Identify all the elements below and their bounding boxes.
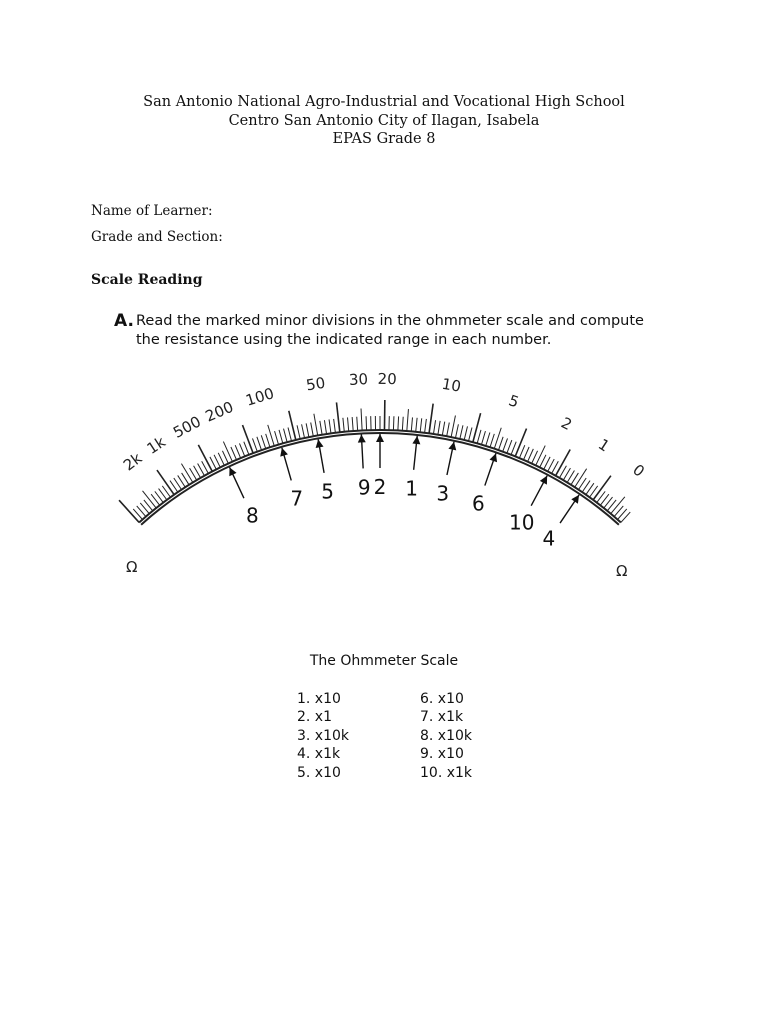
scale-label: 1k: [143, 432, 169, 458]
scale-tick: [306, 423, 309, 437]
scale-tick: [473, 413, 481, 442]
scale-tick: [218, 453, 224, 466]
scale-tick: [243, 425, 254, 453]
reading-arrow-number: 7: [290, 486, 304, 511]
scale-tick: [257, 437, 262, 450]
reading-arrow-head: [448, 442, 456, 451]
scale-tick: [266, 434, 270, 447]
scale-tick: [447, 422, 450, 436]
scale-tick: [348, 417, 349, 431]
scale-tick: [544, 457, 550, 469]
scale-tick: [329, 419, 331, 433]
learner-name-label: Name of Learner:: [91, 203, 213, 219]
scale-tick: [279, 430, 283, 443]
reading-arrow-number: 8: [246, 503, 259, 528]
scale-tick: [343, 418, 344, 432]
scale-tick: [460, 425, 463, 439]
scale-tick: [261, 435, 265, 448]
scale-tick: [119, 500, 139, 522]
scale-tick: [239, 443, 244, 456]
scale-tick: [528, 449, 534, 462]
instruction-text: [136, 312, 644, 350]
scale-tick: [515, 429, 526, 457]
scale-tick: [352, 417, 353, 431]
scale-tick: [477, 430, 481, 443]
school-name: San Antonio National Agro-Industrial and Vocational High School: [143, 94, 625, 110]
scale-tick: [416, 418, 417, 432]
instruction-line-1: Read the marked minor divisions in the ohmmeter scale and compute: [136, 313, 644, 329]
reading-arrow-head: [412, 436, 420, 444]
reading-arrow-number: 6: [471, 491, 485, 516]
reading-arrow-head: [571, 495, 579, 504]
range-item: 9. x10: [420, 746, 464, 763]
scale-tick: [320, 421, 322, 435]
reading-arrow-head: [316, 439, 324, 448]
scale-tick: [519, 445, 524, 458]
scale-label: 200: [202, 397, 237, 426]
scale-tick: [438, 421, 440, 435]
scale-label: 20: [377, 369, 397, 389]
range-item: 6. x10: [420, 691, 464, 707]
subject-grade: EPAS Grade 8: [332, 131, 436, 147]
scale-label: 500: [170, 412, 204, 442]
scale-tick: [324, 420, 326, 434]
scale-tick: [275, 431, 279, 444]
reading-arrow-number: 1: [405, 476, 418, 501]
scale-tick: [366, 416, 367, 430]
reading-arrow-number: 3: [436, 481, 450, 506]
scale-tick: [420, 418, 422, 432]
reading-arrow-head: [280, 448, 288, 457]
scale-tick: [314, 414, 318, 436]
scale-tick: [398, 416, 399, 430]
diagram-caption: The Ohmmeter Scale: [309, 653, 459, 669]
scale-tick: [288, 427, 291, 441]
scale-tick: [503, 438, 508, 451]
scale-tick: [407, 409, 409, 431]
scale-tick: [433, 420, 435, 434]
scale-tick: [393, 416, 394, 430]
ohmmeter-scale-diagram: [100, 350, 660, 620]
scale-tick: [334, 419, 336, 433]
reading-arrow-number: 2: [373, 475, 387, 499]
scale-tick: [575, 469, 587, 488]
range-item: 7. x1k: [420, 709, 464, 726]
scale-tick: [231, 447, 237, 460]
scale-tick: [442, 422, 444, 436]
range-item: 1. x10: [297, 691, 341, 707]
reading-arrow-number: 10: [509, 510, 535, 535]
scale-label: 2k: [119, 449, 146, 475]
range-item: 2. x1: [297, 709, 332, 726]
range-item: 4. x1k: [297, 746, 341, 763]
scale-tick: [540, 455, 546, 468]
scale-tick: [222, 451, 228, 464]
scale-tick: [143, 491, 157, 508]
scale-tick: [469, 427, 472, 441]
scale-label: 50: [304, 373, 327, 395]
reading-arrow-head: [358, 434, 366, 442]
scale-tick: [223, 442, 232, 462]
scale-label: 30: [348, 370, 369, 390]
grade-section-label: Grade and Section:: [91, 229, 223, 245]
scale-label: 2: [558, 413, 575, 434]
range-item: 8. x10k: [420, 727, 473, 744]
scale-tick: [297, 425, 300, 439]
school-address: Centro San Antonio City of Ilagan, Isabela: [228, 112, 540, 129]
range-list-right: [420, 690, 472, 782]
scale-tick: [455, 424, 458, 438]
section-title: Scale Reading: [91, 272, 203, 288]
scale-tick: [481, 431, 485, 444]
range-item: 3. x10k: [297, 727, 350, 744]
reading-arrow-head: [490, 453, 498, 462]
scale-tick: [402, 417, 403, 431]
scale-tick: [411, 417, 412, 431]
scale-label: 10: [440, 374, 463, 396]
scale-tick: [253, 438, 258, 451]
scale-label: 5: [506, 391, 522, 412]
reading-arrow-head: [376, 434, 384, 442]
scale-tick: [284, 429, 288, 443]
scale-tick: [499, 437, 504, 450]
scale-tick: [235, 445, 240, 458]
scale-tick: [425, 419, 427, 433]
scale-tick: [311, 422, 314, 436]
scale-tick: [429, 404, 433, 434]
scale-tick: [464, 426, 467, 440]
school-header: [0, 93, 768, 149]
scale-label: 1: [594, 435, 613, 456]
range-list-left: [297, 690, 349, 782]
reading-arrow-number: 9: [357, 475, 371, 500]
scale-left-end-label: Ω: [126, 558, 138, 576]
scale-tick: [214, 455, 220, 468]
scale-tick: [532, 451, 538, 464]
scale-right-end-label: Ω: [616, 562, 628, 580]
scale-label: 100: [243, 384, 277, 410]
scale-tick: [511, 442, 516, 455]
scale-tick: [302, 424, 305, 438]
scale-tick: [244, 442, 249, 455]
scale-tick: [524, 447, 530, 460]
reading-arrow-number: 5: [321, 479, 334, 504]
scale-tick: [536, 446, 546, 466]
scale-tick: [336, 402, 339, 432]
scale-tick: [490, 434, 494, 447]
range-item: 5. x10: [297, 764, 341, 781]
scale-tick: [181, 464, 192, 483]
reading-arrow-number: 4: [542, 526, 556, 551]
scale-tick: [507, 440, 512, 453]
scale-label: 0: [629, 460, 649, 481]
instruction-line-2: the resistance using the indicated range in each number.: [136, 332, 552, 348]
scale-tick: [361, 408, 362, 430]
instruction-letter: A.: [114, 311, 134, 331]
scale-tick: [611, 497, 625, 514]
scale-tick: [486, 433, 490, 446]
range-item: 10. x1k: [420, 764, 473, 781]
scale-tick: [357, 417, 358, 431]
scale-tick: [451, 416, 455, 438]
